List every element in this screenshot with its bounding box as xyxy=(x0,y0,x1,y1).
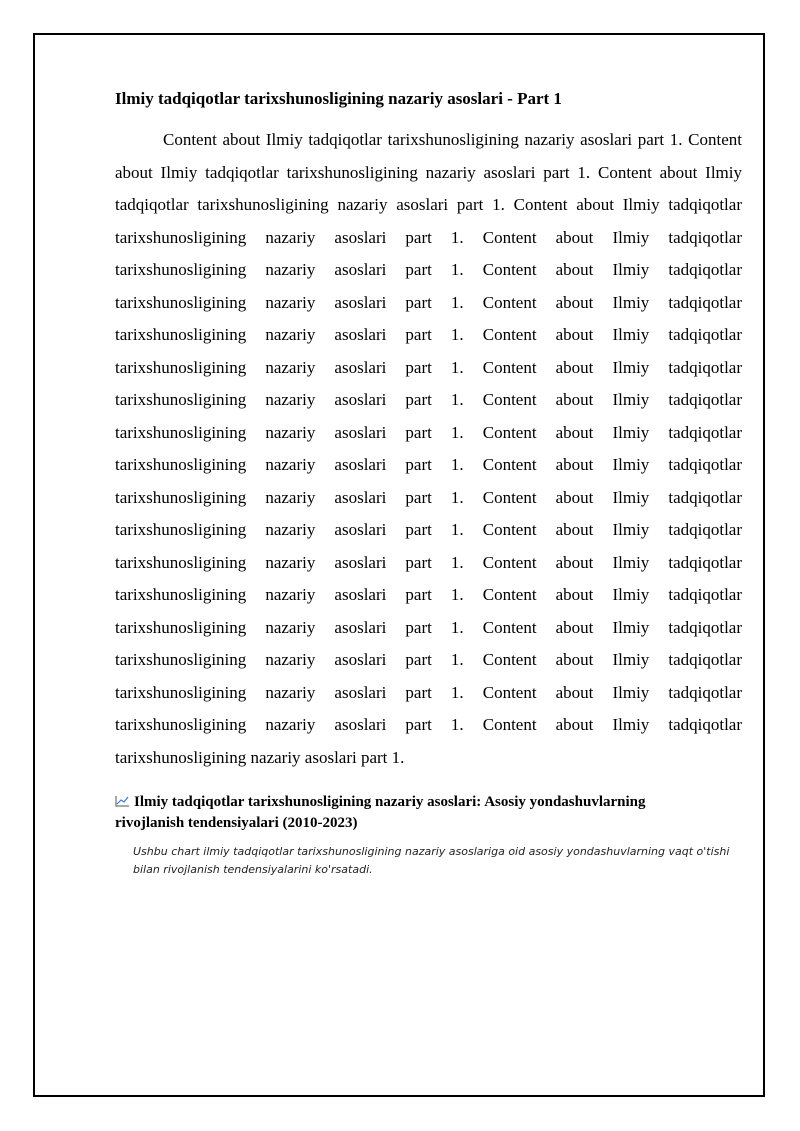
section-heading: Ilmiy tadqiqotlar tarixshunosligining nazariy asoslari - Part 1 xyxy=(115,89,562,108)
chart-increasing-icon xyxy=(115,795,130,807)
chart-title xyxy=(115,792,715,834)
chart-caption: Ushbu chart ilmiy tadqiqotlar tarixshunosligining nazariy asoslariga oid asosiy yondashuvlarning vaqt o'tishi bilan rivojlanish tendensiyalarini ko'rsatadi. xyxy=(133,845,730,876)
body-paragraph: Content about Ilmiy tadqiqotlar tarixshunosligining nazariy asoslari part 1. Content about Ilmiy tadqiqotlar tarixshunosligining nazariy asoslari part 1. Content about Ilmiy tadqiqotlar tarixshunosligining nazariy asoslari part 1. Content about Ilmiy tadqiqotlar tarixshunosligining nazariy asoslari part 1. Content about Ilmiy tadqiqotlar tarixshunosligining nazariy asoslari part 1. Content about Ilmiy tadqiqotlar tarixshunosligining nazariy asoslari part 1. Content about Ilmiy tadqiqotlar tarixshunosligining nazariy asoslari part 1. Content about Ilmiy tadqiqotlar tarixshunosligining nazariy asoslari part 1. Content about Ilmiy tadqiqotlar tarixshunosligining nazariy asoslari part 1. Content about Ilmiy tadqiqotlar tarixshunosligining nazariy asoslari part 1. Content about Ilmiy tadqiqotlar tarixshunosligining nazariy asoslari part 1. Content about Ilmiy tadqiqotlar tarixshunosligining nazariy asoslari part 1. Content about Ilmiy tadqiqotlar tarixshunosligining nazariy asoslari part 1. Content about Ilmiy tadqiqotlar tarixshunosligining nazariy asoslari part 1. Content about Ilmiy tadqiqotlar tarixshunosligining nazariy asoslari part 1. Content about Ilmiy tadqiqotlar tarixshunosligining nazariy asoslari part 1. Content about Ilmiy tadqiqotlar tarixshunosligining nazariy asoslari part 1. Content about Ilmiy tadqiqotlar tarixshunosligining nazariy asoslari part 1. Content about Ilmiy tadqiqotlar tarixshunosligining nazariy asoslari part 1. Content about Ilmiy tadqiqotlar tarixshunosligining nazariy asoslari part 1. xyxy=(115,130,742,767)
chart-title-text: Ilmiy tadqiqotlar tarixshunosligining nazariy asoslari: Asosiy yondashuvlarning rivojlanish tendensiyalari (2010-2023) xyxy=(115,794,646,831)
